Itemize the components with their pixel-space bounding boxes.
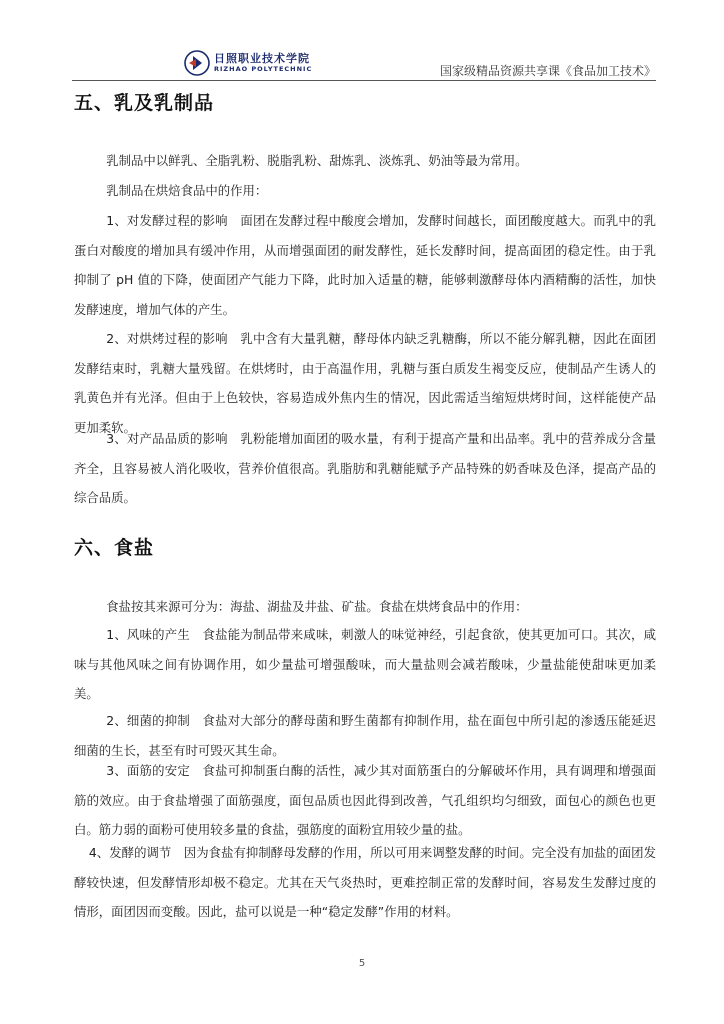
paragraph: 乳制品在烘焙食品中的作用： [106,183,268,198]
logo-en-text: RIZHAO POLYTECHNIC [214,65,313,74]
school-logo [184,48,312,78]
paragraph: 2、对烘烤过程的影响 乳中含有大量乳糖，酵母体内缺乏乳糖酶，所以不能分解乳糖，因此在面团发酵结束时，乳糖大量残留。在烘烤时，由于高温作用，乳糖与蛋白质发生褐变反应，使制品产生诱人的乳黄色并有光泽。但由于上色较快，容易造成外焦内生的情况，因此需适当缩短烘烤时间，这样能使产品更加柔软。 [74,331,656,435]
paragraph: 2、细菌的抑制 食盐对大部分的酵母菌和野生菌都有抑制作用，盐在面包中所引起的渗透压能延迟细菌的生长，甚至有时可毁灭其生命。 [74,713,656,758]
paragraph: 乳制品中以鲜乳、全脂乳粉、脱脂乳粉、甜炼乳、淡炼乳、奶油等最为常用。 [106,153,528,168]
paragraph: 3、面筋的安定 食盐可抑制蛋白酶的活性，减少其对面筋蛋白的分解破坏作用，具有调理和增强面筋的效应。由于食盐增强了面筋强度，面包品质也因此得到改善，气孔组织均匀细致，面包心的颜色也更白。筋力弱的面粉可使用较多量的食盐，强筋度的面粉宜用较少量的盐。 [74,763,656,837]
paragraph: 1、对发酵过程的影响 面团在发酵过程中酸度会增加，发酵时间越长，面团酸度越大。而乳中的乳蛋白对酸度的增加具有缓冲作用，从而增强面团的耐发酵性，延长发酵时间，提高面团的稳定性。由于乳抑制了 pH 值的下降，使面团产气能力下降，此时加入适量的糖，能够刺激酵母体内酒精酶的活性，加快发酵速度，增加气体的产生。 [74,213,656,317]
paragraph: 1、风味的产生 食盐能为制品带来咸味，刺激人的味觉神经，引起食欲，使其更加可口。其次，咸味与其他风味之间有协调作用，如少量盐可增强酸味，而大量盐则会减若酸味，少量盐能使甜味更加柔美。 [74,627,656,701]
course-title: 国家级精品资源共享课《食品加工技术》 [439,64,656,78]
section-6-title: 六、食盐 [74,537,155,559]
page-header [72,42,656,82]
logo-cn-text: 日照职业技术学院 [214,52,310,66]
school-emblem-icon [184,50,210,76]
paragraph: 食盐按其来源可分为：海盐、湖盐及井盐、矿盐。食盐在烘烤食品中的作用： [106,599,528,614]
paragraph: 3、对产品品质的影响 乳粉能增加面团的吸水量，有利于提高产量和出品率。乳中的营养成分含量齐全，且容易被人消化吸收，营养价值很高。乳脂肪和乳糖能赋予产品特殊的奶香味及色泽，提高产品的综合品质。 [74,431,656,505]
paragraph: 4、发酵的调节 因为食盐有抑制酵母发酵的作用，所以可用来调整发酵的时间。完全没有加盐的面团发酵较快速，但发酵情形却极不稳定。尤其在天气炎热时，更难控制正常的发酵时间，容易发生发酵过度的情形，面团因而变酸。因此，盐可以说是一种“稳定发酵”作用的材料。 [74,845,656,919]
page-number: 5 [358,958,366,969]
section-5-title: 五、乳及乳制品 [74,92,215,114]
header-divider [72,80,656,81]
